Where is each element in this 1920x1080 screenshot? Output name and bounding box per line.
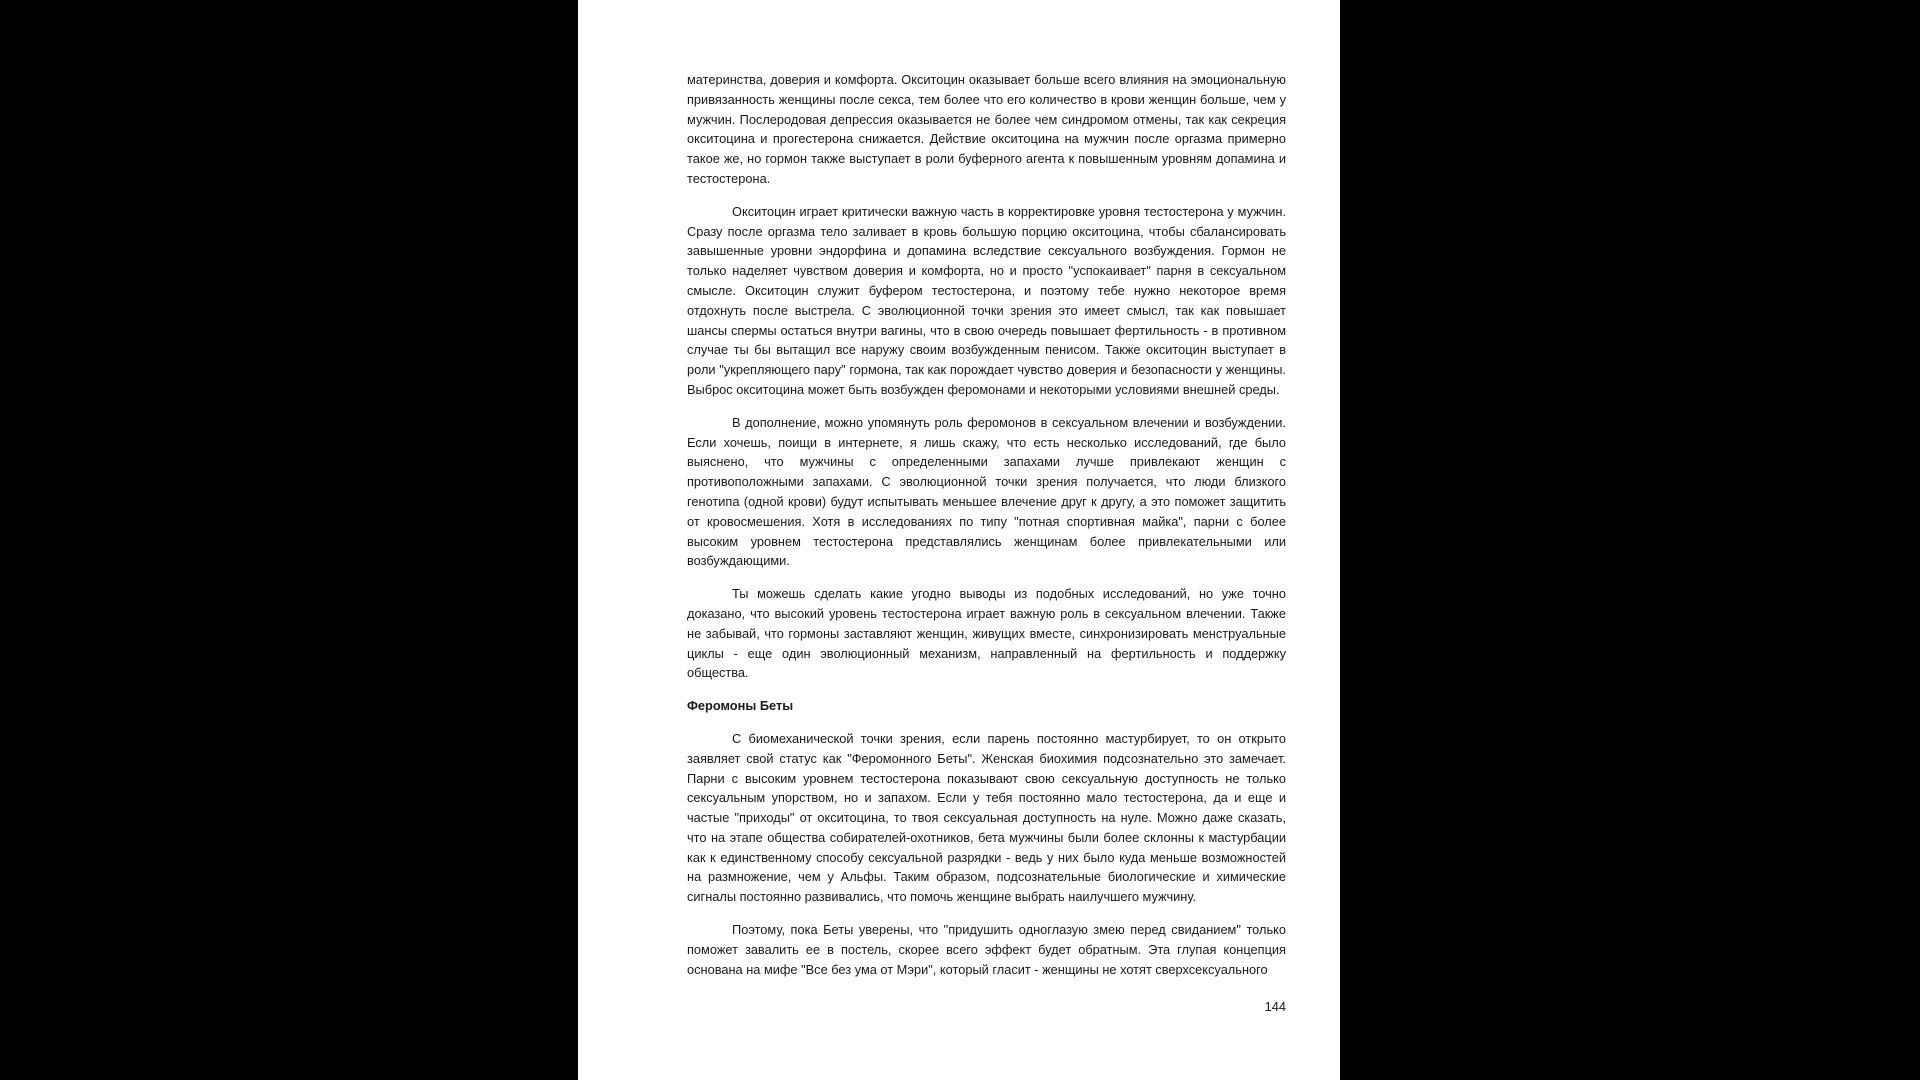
paragraph-6: Поэтому, пока Беты уверены, что "придушить одноглазую змею перед свиданием" только поможет завалить ее в постель, скорее всего эффект будет обратным. Эта глупая концепция основана на мифе "Все без ума от Мэри", который гласит - женщины не хотят сверхсексуального [687,922,1286,977]
paragraph-2: Окситоцин играет критически важную часть в корректировке уровня тестостерона у мужчин. Сразу после оргазма тело заливает в кровь большую порцию окситоцина, чтобы сбалансировать завышенные уровни эндорфина и допамина вследствие сексуального возбуждения. Гормон не только наделяет чувством доверия и комфорта, но и просто "успокаивает" парня в сексуальном смысле. Окситоцин служит буфером тестостерона, и поэтому тебе нужно некоторое время отдохнуть после выстрела. С эволюционной точки зрения это имеет смысл, так как повышает шансы спермы остаться внутри вагины, что в свою очередь повышает фертильность - в противном случае ты бы вытащил все наружу своим возбужденным пенисом. Также окситоцин выступает в роли "укрепляющего пару" гормона, так как порождает чувство доверия и безопасности у женщины. Выброс окситоцина может быть возбужден феромонами и некоторыми условиями внешней среды. [687,203,1286,397]
page-number: 144 [1264,999,1286,1014]
page-body [687,70,1286,979]
paragraph-3: В дополнение, можно упомянуть роль феромонов в сексуальном влечении и возбуждении. Если хочешь, поищи в интернете, я лишь скажу, что есть несколько исследований, где было выяснено, что мужчины с определенными запахами лучше привлекают женщин с противоположными запахами. С эволюционной точки зрения получается, что люди близкого генотипа (одной крови) будут испытывать меньшее влечение друг к другу, а это поможет защитить от кровосмешения. Хотя в исследованиях по типу "потная спортивная майка", парни с более высоким уровнем тестостерона представлялись женщинам более привлекательными или возбуждающими. [687,414,1286,569]
paragraph-4: Ты можешь сделать какие угодно выводы из подобных исследований, но уже точно доказано, что высокий уровень тестостерона играет важную роль в сексуальном влечении. Также не забывай, что гормоны заставляют женщин, живущих вместе, синхронизировать менструальные циклы - еще один эволюционный механизм, направленный на фертильность и поддержку общества. [687,586,1286,681]
paragraph-1: материнства, доверия и комфорта. Окситоцин оказывает больше всего влияния на эмоциональную привязанность женщины после секса, тем более что его количество в крови женщин больше, чем у мужчин. Послеродовая депрессия оказывается не более чем синдромом отмены, так как секреция окситоцина и прогестерона снижается. Действие окситоцина на мужчин после оргазма примерно такое же, но гормон также выступает в роли буферного агента к повышенным уровням допамина и тестостерона. [687,72,1286,186]
document-page [578,0,1340,1080]
section-heading: Феромоны Беты [687,698,794,714]
paragraph-5: С биомеханической точки зрения, если парень постоянно мастурбирует, то он открыто заявляет свой статус как "Феромонного Беты". Женская биохимия подсознательно это замечает. Парни с высоким уровнем тестостерона показывают свою сексуальную доступность не только сексуальным упорством, но и запахом. Если у тебя постоянно мало тестостерона, да и еще и частые "приходы" от окситоцина, то твоя сексуальная доступность на нуле. Можно даже сказать, что на этапе общества собирателей-охотников, бета мужчины были более склонны к мастурбации как к единственному способу сексуальной разрядки - ведь у них было куда меньше возможностей на размножение, чем у Альфы. Таким образом, подсознательные биологические и химические сигналы постоянно развивались, что помочь женщине выбрать наилучшего мужчину. [687,730,1286,905]
